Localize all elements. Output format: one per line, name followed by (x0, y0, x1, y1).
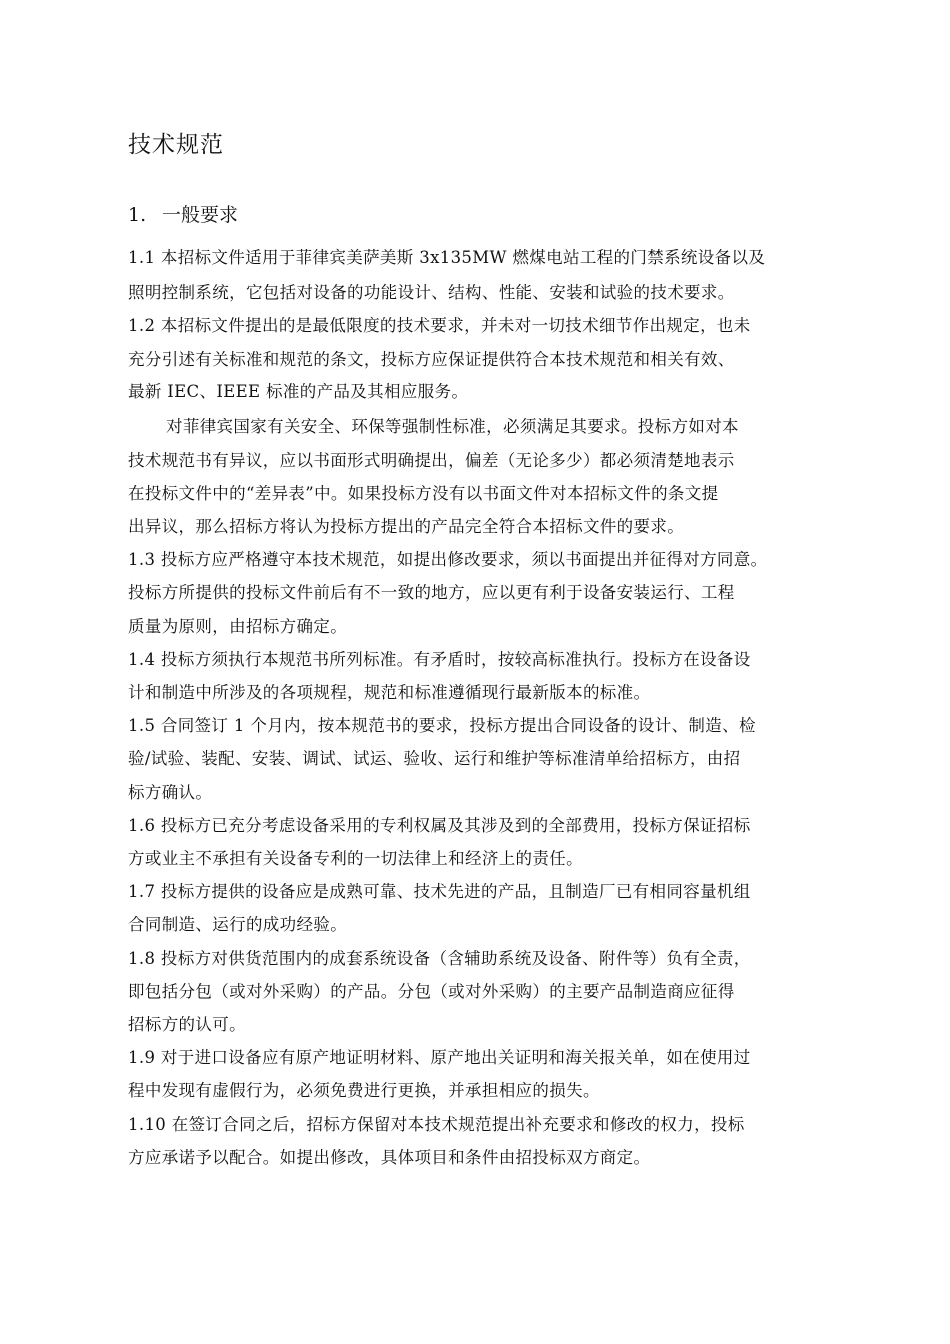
text-line: 1.10 在签订合同之后，招标方保留对本技术规范提出补充要求和修改的权力，投标 (128, 1115, 745, 1134)
text-line: 验/试验、装配、安装、调试、试运、验收、运行和维护等标准清单给招标方，由招 (128, 749, 741, 768)
text-line: 投标方所提供的投标文件前后有不一致的地方，应以更有利于设备安装运行、工程 (128, 583, 735, 602)
text-line: 照明控制系统，它包括对设备的功能设计、结构、性能、安装和试验的技术要求。 (128, 283, 735, 302)
text-line: 合同制造、运行的成功经验。 (128, 915, 348, 934)
text-line: 1.8 投标方对供货范围内的成套系统设备（含辅助系统及设备、附件等）负有全责， (128, 949, 751, 968)
text-line: 在投标文件中的“差异表”中。如果投标方没有以书面文件对本招标文件的条文提 (128, 484, 719, 503)
text-line: 1.4 投标方须执行本规范书所列标准。有矛盾时，按较高标准执行。投标方在设备设 (128, 650, 751, 669)
text-line: 即包括分包（或对外采购）的产品。分包（或对外采购）的主要产品制造商应征得 (128, 982, 735, 1001)
page-title: 技术规范 (128, 132, 224, 158)
text-line: 1.2 本招标文件提出的是最低限度的技术要求，并未对一切技术细节作出规定，也未 (128, 316, 751, 335)
text-line: 充分引述有关标准和规范的条文，投标方应保证提供符合本技术规范和相关有效、 (128, 350, 735, 369)
text-line: 对菲律宾国家有关安全、环保等强制性标准，必须满足其要求。投标方如对本 (166, 417, 739, 436)
text-line: 标方确认。 (128, 783, 213, 802)
section-heading (128, 200, 238, 227)
section-title: 一般要求 (162, 204, 239, 226)
text-line: 招标方的认可。 (128, 1015, 246, 1034)
text-line: 1.1 本招标文件适用于菲律宾美萨美斯 3x135MW 燃煤电站工程的门禁系统设备以及 (128, 248, 766, 267)
text-line: 程中发现有虚假行为，必须免费进行更换，并承担相应的损失。 (128, 1081, 600, 1100)
text-line: 1.7 投标方提供的设备应是成熟可靠、技术先进的产品，且制造厂已有相同容量机组 (128, 882, 751, 901)
text-line: 1.6 投标方已充分考虑设备采用的专利权属及其涉及到的全部费用，投标方保证招标 (128, 816, 751, 835)
text-line: 最新 IEC、IEEE 标准的产品及其相应服务。 (128, 382, 469, 401)
text-line: 1.3 投标方应严格遵守本技术规范，如提出修改要求，须以书面提出并征得对方同意。 (128, 550, 768, 569)
text-line: 1.9 对于进口设备应有原产地证明材料、原产地出关证明和海关报关单，如在使用过 (128, 1048, 751, 1067)
text-line: 出异议，那么招标方将认为投标方提出的产品完全符合本招标文件的要求。 (128, 517, 685, 536)
text-line: 方或业主不承担有关设备专利的一切法律上和经济上的责任。 (128, 849, 583, 868)
text-line: 质量为原则，由招标方确定。 (128, 617, 348, 636)
text-line: 1.5 合同签订 1 个月内，按本规范书的要求，投标方提出合同设备的设计、制造、检 (128, 716, 756, 735)
text-line: 计和制造中所涉及的各项规程，规范和标准遵循现行最新版本的标准。 (128, 683, 651, 702)
section-number: 1. (128, 204, 147, 226)
text-line: 方应承诺予以配合。如提出修改，具体项目和条件由招投标双方商定。 (128, 1148, 651, 1167)
text-line: 技术规范书有异议，应以书面形式明确提出，偏差（无论多少）都必须清楚地表示 (128, 451, 735, 470)
